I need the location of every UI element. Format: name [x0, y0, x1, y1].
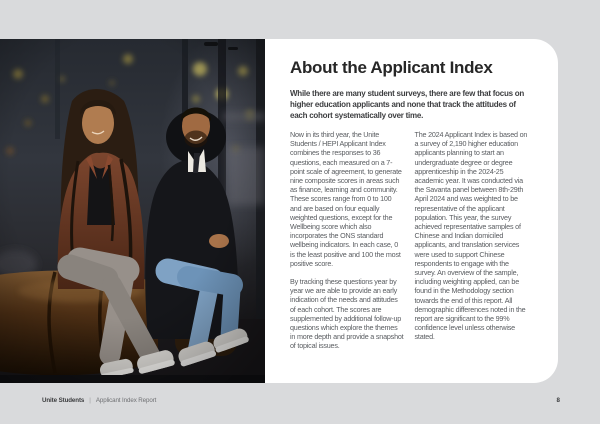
column-1-paragraph-1: Now in its third year, the Unite Students / HEPI Applicant Index combines the responses to 36 questions, each measured on a 7-point scale of agreement, to generate nine composite scores in areas such as finance, learning and community. These scores range from 0 to 100 and are based on four equally weighted questions, except for the Wellbeing score which also incorporates the ONS standard wellbeing indicators. In each case, 0 is the least positive and 100 the most positive score. [290, 130, 402, 268]
page-number: 8 [556, 397, 560, 404]
hero-photo-illustration [0, 39, 265, 383]
column-2-paragraph-1: The 2024 Applicant Index is based on a survey of 2,190 higher education applicants planning to start an undergraduate degree or degree apprenticeship in the 2024-25 academic year. It was conducted via the Savanta panel between 8th-29th April 2024 and was weighted to be representative of the applicant population. This year, the survey achieved representative samples of Chinese and Indian domiciled applicants, and translation services were used to support Chinese respondents to engage with the survey. An overview of the sample, including weighting applied, can be found in the Methodology section towards the end of this report. All demographic differences noted in the report are significant to the 99% confidence level unless otherwise stated. [414, 130, 528, 342]
footer-report-name: Applicant Index Report [95, 397, 157, 404]
footer [42, 396, 560, 405]
report-card [0, 39, 558, 383]
content-area [265, 39, 558, 383]
page-title: About the Applicant Index [290, 58, 493, 77]
body-columns [290, 130, 528, 360]
column-1-paragraph-2: By tracking these questions year by year we are able to provide an early indication of the needs and attitudes of each cohort. The scores are supplemented by additional follow-up questions which explore the themes in more depth and provide a snapshot of topical issues. [290, 277, 404, 351]
column-2 [415, 130, 529, 360]
footer-separator: | [89, 397, 91, 404]
column-1 [290, 130, 404, 360]
footer-left [42, 396, 156, 405]
footer-brand: Unite Students [42, 397, 85, 404]
intro-paragraph: While there are many student surveys, there are few that focus on higher education applicants and none that track the attitudes of each cohort systematically over time. [290, 89, 525, 120]
hero-photo [0, 39, 265, 383]
